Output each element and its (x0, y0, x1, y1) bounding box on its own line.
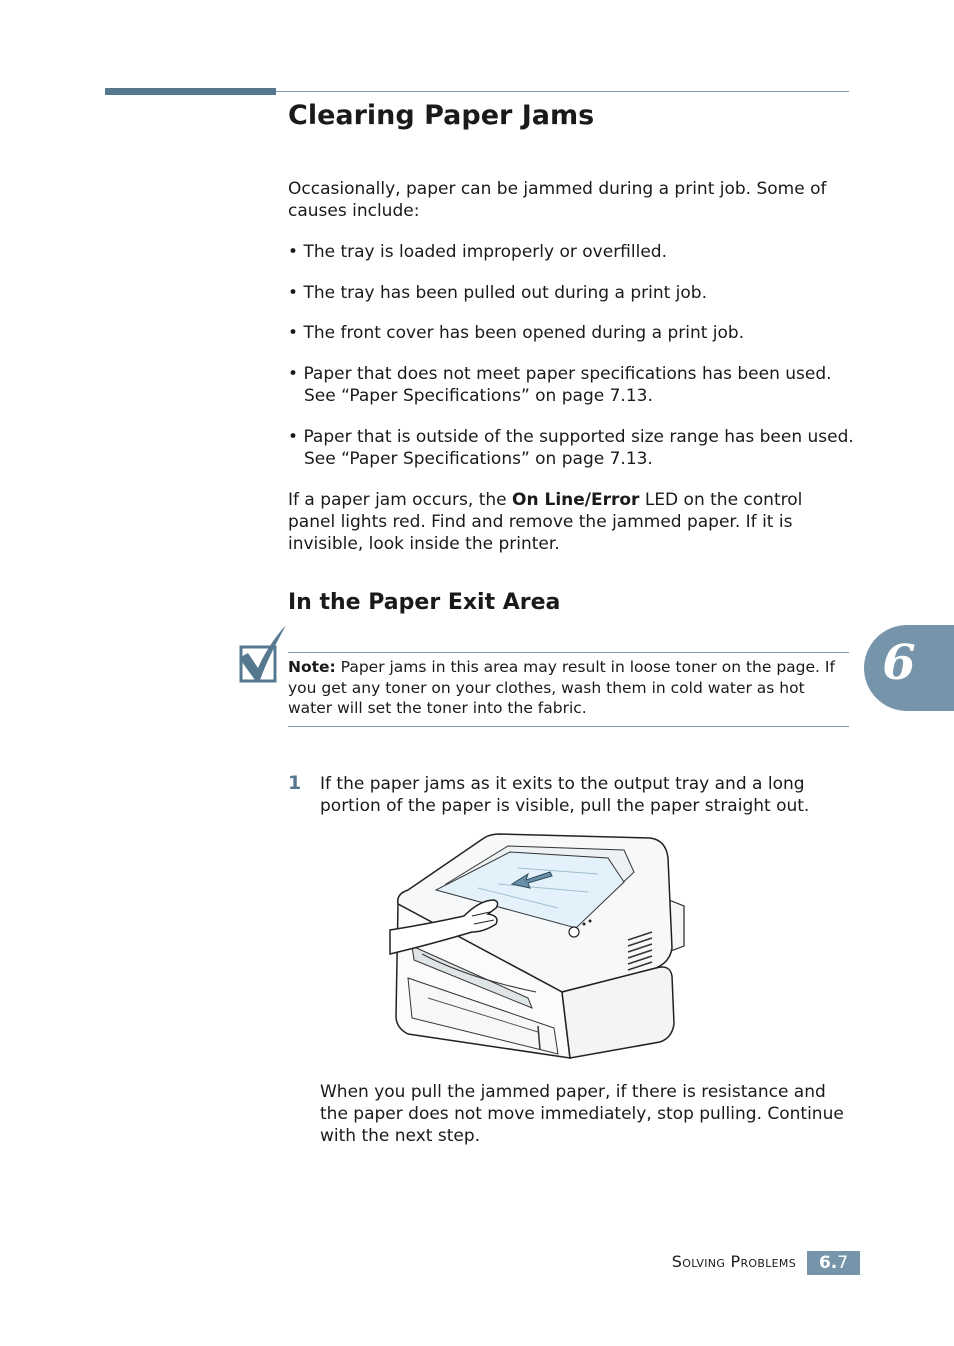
after-step-paragraph: When you pull the jammed paper, if there is resistance and the paper does not move immediately, stop pulling. Continue with the next step. (320, 1082, 844, 1146)
step-number: 1 (288, 772, 302, 794)
step-text: If the paper jams as it exits to the output tray and a long portion of the paper is visible, pull the paper straight out. (320, 774, 810, 816)
printer-illustration (388, 828, 690, 1064)
section-heading: In the Paper Exit Area (288, 590, 561, 615)
list-item: • Paper that does not meet paper specifications has been used. See “Paper Specifications” on page 7.13. (288, 364, 832, 406)
note-box: Note: Paper jams in this area may result in loose toner on the page. If you get any toner on your clothes, wash them in cold water as hot water will set the toner into the fabric. (288, 658, 835, 717)
list-item: • Paper that is outside of the supported size range has been used. See “Paper Specifications” on page 7.13. (288, 427, 854, 469)
note-top-rule (288, 652, 849, 653)
checkmark-note-icon (236, 622, 288, 686)
list-item: • The tray has been pulled out during a print job. (288, 283, 707, 303)
header-accent-bar (105, 88, 276, 95)
note-label: Note: (288, 658, 336, 676)
list-item: • The front cover has been opened during a print job. (288, 323, 745, 343)
page-title: Clearing Paper Jams (288, 100, 595, 131)
header-rule (276, 91, 849, 92)
chapter-tab (864, 625, 954, 711)
footer-section-title: Solving Problems (671, 1252, 796, 1271)
jam-paragraph: If a paper jam occurs, the On Line/Error LED on the control panel lights red. Find and remove the jammed paper. If it is invisible, look inside the printer. (288, 490, 803, 554)
intro-paragraph: Occasionally, paper can be jammed during a print job. Some of causes include: (288, 179, 827, 221)
note-bottom-rule (288, 726, 849, 727)
list-item: • The tray is loaded improperly or overfilled. (288, 242, 667, 262)
page-number: 6.7 (807, 1251, 860, 1275)
led-name: On Line/Error (512, 490, 640, 510)
chapter-number: 6 (882, 635, 916, 691)
